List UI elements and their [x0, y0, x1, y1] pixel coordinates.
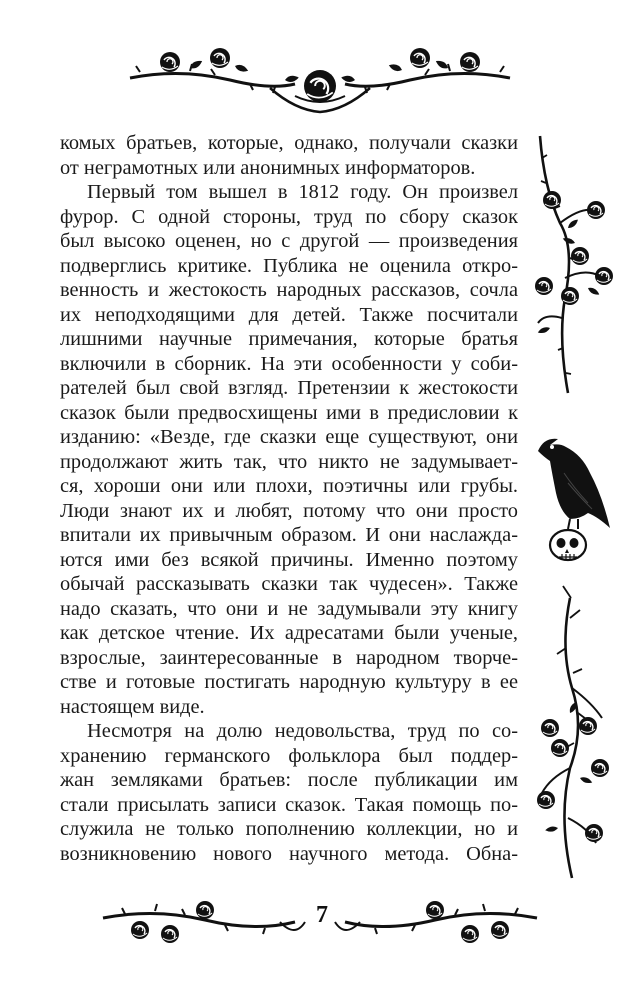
top-rose-vine-ornament — [120, 40, 520, 118]
text-line: их неподходящими для детей. Также посчитали — [60, 303, 518, 326]
text-line: продолжают жить так, что никто не задумывает- — [60, 450, 518, 473]
text-line: Первый том вышел в 1812 году. Он произвел — [87, 181, 518, 203]
page-number: 7 — [316, 902, 328, 928]
side-vine-raven-ornament — [530, 128, 622, 888]
text-line: жан земляками братьев: после публикации им — [60, 769, 518, 791]
text-line: сказок были предвосхищены ими в предисловии к — [60, 401, 518, 424]
text-line: взрослые, заинтересованные в народном творче- — [60, 646, 518, 669]
text-line: стали присылать записи сказок. Такая помощь по- — [60, 793, 518, 816]
text-line: Люди знают их и любят, потому что они просто — [60, 499, 518, 522]
text-line: был высоко оценен, но с другой — произведения — [60, 230, 518, 252]
text-line: включили в сборник. На эти особенности у соби- — [60, 352, 518, 375]
text-line: служила не только пополнению коллекции, но и — [60, 818, 518, 840]
text-line: подверглись критике. Публика не оценила откро- — [60, 254, 518, 277]
body-text — [60, 131, 518, 866]
text-line: впитали их привычным образом. И они наслажда- — [60, 524, 518, 546]
text-line: стве и готовые постигать народную культуру в ее — [60, 671, 518, 693]
text-line: от неграмотных или анонимных информаторов. — [60, 156, 476, 179]
text-line: изданию: «Везде, где сказки еще существуют, они — [60, 426, 518, 448]
text-line: Несмотря на долю недовольства, труд по со- — [87, 720, 518, 742]
text-line: рателей был свой взгляд. Претензии к жестокости — [60, 377, 518, 399]
text-line: лишними научные примечания, которые братья — [60, 328, 518, 350]
text-line: возникновению нового научного метода. Обна- — [60, 842, 518, 865]
text-line: настоящем виде. — [60, 695, 205, 718]
text-line: надо сказать, что они и не задумывали эту книгу — [60, 597, 518, 620]
text-line: ся, хороши они или плохи, поэтичны или грубы. — [60, 475, 518, 497]
text-line: как детское чтение. Их адресатами были ученые, — [60, 622, 518, 644]
text-line: венность и жестокость народных рассказов, сочла — [60, 279, 518, 301]
text-line: хранению германского фольклора был поддер- — [60, 744, 518, 767]
text-line: фурор. С одной стороны, труд по сбору сказок — [60, 205, 518, 228]
text-line: комых братьев, которые, однако, получали сказки — [60, 132, 518, 154]
text-line: ются ими без всякой причины. Именно поэтому — [60, 548, 518, 571]
text-line: обычай рассказывать сказки так чудесен». Также — [60, 573, 518, 595]
